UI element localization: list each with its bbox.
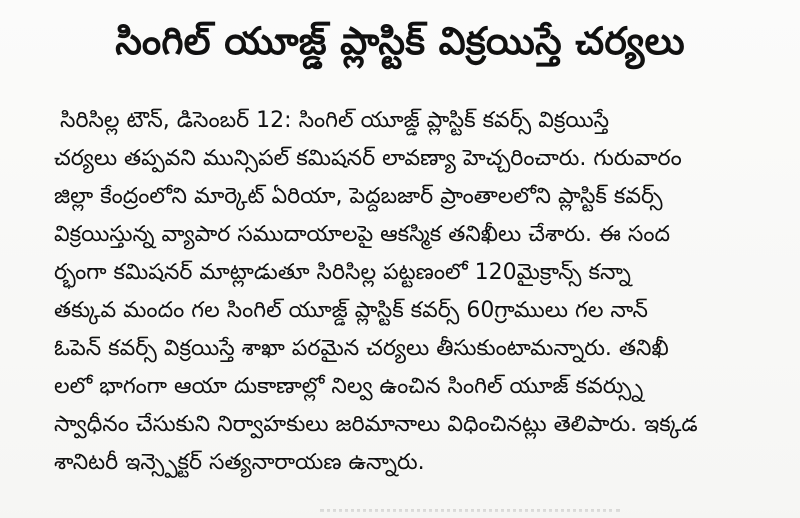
article-line: విక్రయిస్తున్న వ్యాపార సముదాయాలపై ఆకస్మిక తనిఖీలు చేశారు. ఈ సంద	[54, 222, 671, 247]
article-line: ర్భంగా కమిషనర్ మాట్లాడుతూ సిరిసిల్ల పట్టణంలో 120మైక్రాన్స్ కన్నా	[54, 260, 631, 285]
article-line: ఓపెన్ కవర్స్ విక్రయిస్తే శాఖా పరమైన చర్యలు తీసుకుంటామన్నారు. తనిఖీ	[54, 336, 669, 361]
article-body	[54, 102, 800, 518]
article-line: జిల్లా కేంద్రంలోని మార్కెట్ ఏరియా, పెద్దబజార్ ప్రాంతాలలోని ప్లాస్టిక్ కవర్స్	[54, 184, 663, 209]
article-line: తక్కువ మందం గల సింగిల్ యూజ్డ్ ప్లాస్టిక్ కవర్స్ 60గ్రాములు గల నాన్	[54, 298, 648, 323]
article-line: చర్యలు తప్పవని మున్సిపల్ కమిషనర్ లావణ్యా హెచ్చరించారు. గురువారం	[54, 146, 682, 171]
article-line: లలో భాగంగా ఆయా దుకాణాల్లో నిల్వ ఉంచిన సింగిల్ యూజ్ కవర్స్ను	[54, 374, 644, 399]
article-line: స్వాధీనం చేసుకుని నిర్వాహకులు జరిమానాలు విధించినట్లు తెలిపారు. ఇక్కడ	[54, 412, 698, 437]
article-headline: సింగిల్ యూజ్డ్ ప్లాస్టిక్ విక్రయిస్తే చర్యలు	[115, 19, 685, 63]
article-line: సిరిసిల్ల టౌన్, డిసెంబర్ 12: సింగిల్ యూజ్డ్ ప్లాస్టిక్ కవర్స్ విక్రయిస్తే	[60, 108, 610, 133]
article-line: శానిటరీ ఇన్స్పెక్టర్ సత్యనారాయణ ఉన్నారు.	[54, 450, 425, 475]
page-edge-fade	[0, 500, 800, 518]
